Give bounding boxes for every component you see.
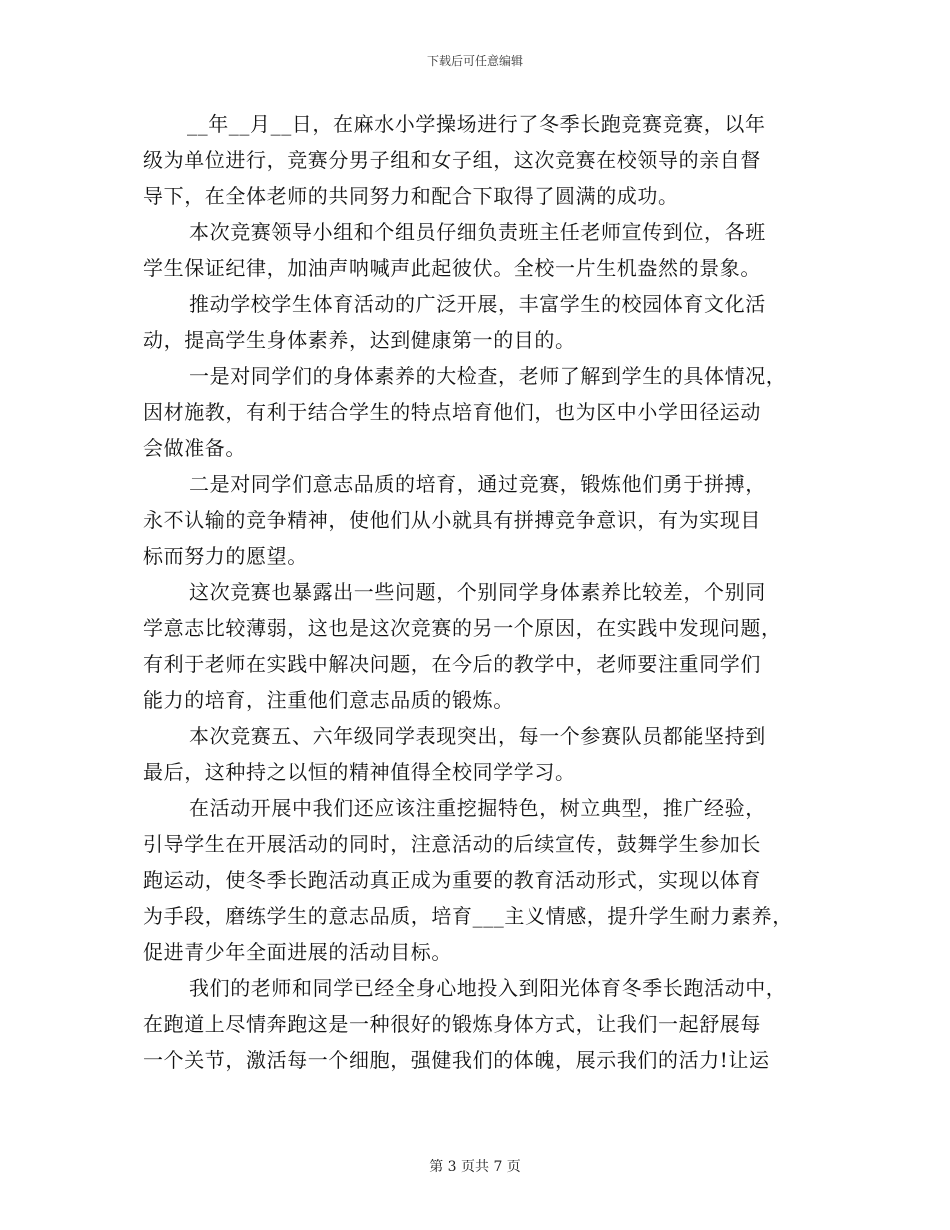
text-line: 本次竞赛领导小组和个组员仔细负责班主任老师宣传到位，各班 [189,220,766,244]
text-line: 学意志比较薄弱，这也是这次竞赛的另一个原因，在实践中发现问题， [143,616,782,640]
text-line: 最后，这种持之以恒的精神值得全校同学学习。 [143,760,576,784]
page-header: 下载后可任意编辑 [426,54,523,68]
text-line: 这次竞赛也暴露出一些问题，个别同学身体素养比较差，个别同 [189,580,766,604]
text-line: 引导学生在开展活动的同时，注意活动的后续宣传，鼓舞学生参加长 [143,832,761,856]
text-line: 一是对同学们的身体素养的大检查，老师了解到学生的具体情况， [189,364,787,388]
page-footer: 第 3 页共 7 页 [429,1159,521,1175]
text-line: 能力的培育，注重他们意志品质的锻炼。 [143,688,514,712]
text-line: 我们的老师和同学已经全身心地投入到阳光体育冬季长跑活动中， [189,976,787,1000]
text-line: 因材施教，有利于结合学生的特点培育他们，也为区中小学田径运动 [143,400,761,424]
text-line: 级为单位进行，竞赛分男子组和女子组，这次竞赛在校领导的亲自督 [143,148,761,172]
text-line: 动，提高学生身体素养，达到健康第一的目的。 [143,328,576,352]
text-line: 本次竞赛五、六年级同学表现突出，每一个参赛队员都能坚持到 [189,724,766,748]
text-line: 永不认输的竞争精神，使他们从小就具有拼搏竞争意识，有为实现目 [143,508,761,532]
text-line: 在跑道上尽情奔跑这是一种很好的锻炼身体方式，让我们一起舒展每 [143,1012,761,1036]
text-line: 促进青少年全面进展的活动目标。 [143,940,452,964]
text-line: 标而努力的愿望。 [143,544,308,568]
text-line: 跑运动，使冬季长跑活动真正成为重要的教育活动形式，实现以体育 [143,868,761,892]
text-line: 一个关节，激活每一个细胞，强健我们的体魄，展示我们的活力!让运 [143,1048,770,1072]
document-body [143,106,823,1078]
text-line: 学生保证纪律，加油声呐喊声此起彼伏。全校一片生机盎然的景象。 [143,256,761,280]
text-line: 会做准备。 [143,436,246,460]
text-line: 在活动开展中我们还应该注重挖掘特色，树立典型，推广经验， [189,796,766,820]
text-line: 导下，在全体老师的共同努力和配合下取得了圆满的成功。 [143,184,679,208]
text-line: __年__月__日，在麻水小学操场进行了冬季长跑竞赛竞赛，以年 [187,112,766,136]
text-line: 为手段，磨练学生的意志品质，培育___主义情感，提升学生耐力素养， [143,904,793,928]
text-line: 推动学校学生体育活动的广泛开展，丰富学生的校园体育文化活 [189,292,766,316]
text-line: 有利于老师在实践中解决问题，在今后的教学中，老师要注重同学们 [143,652,761,676]
text-line: 二是对同学们意志品质的培育，通过竞赛，锻炼他们勇于拼搏， [189,472,766,496]
